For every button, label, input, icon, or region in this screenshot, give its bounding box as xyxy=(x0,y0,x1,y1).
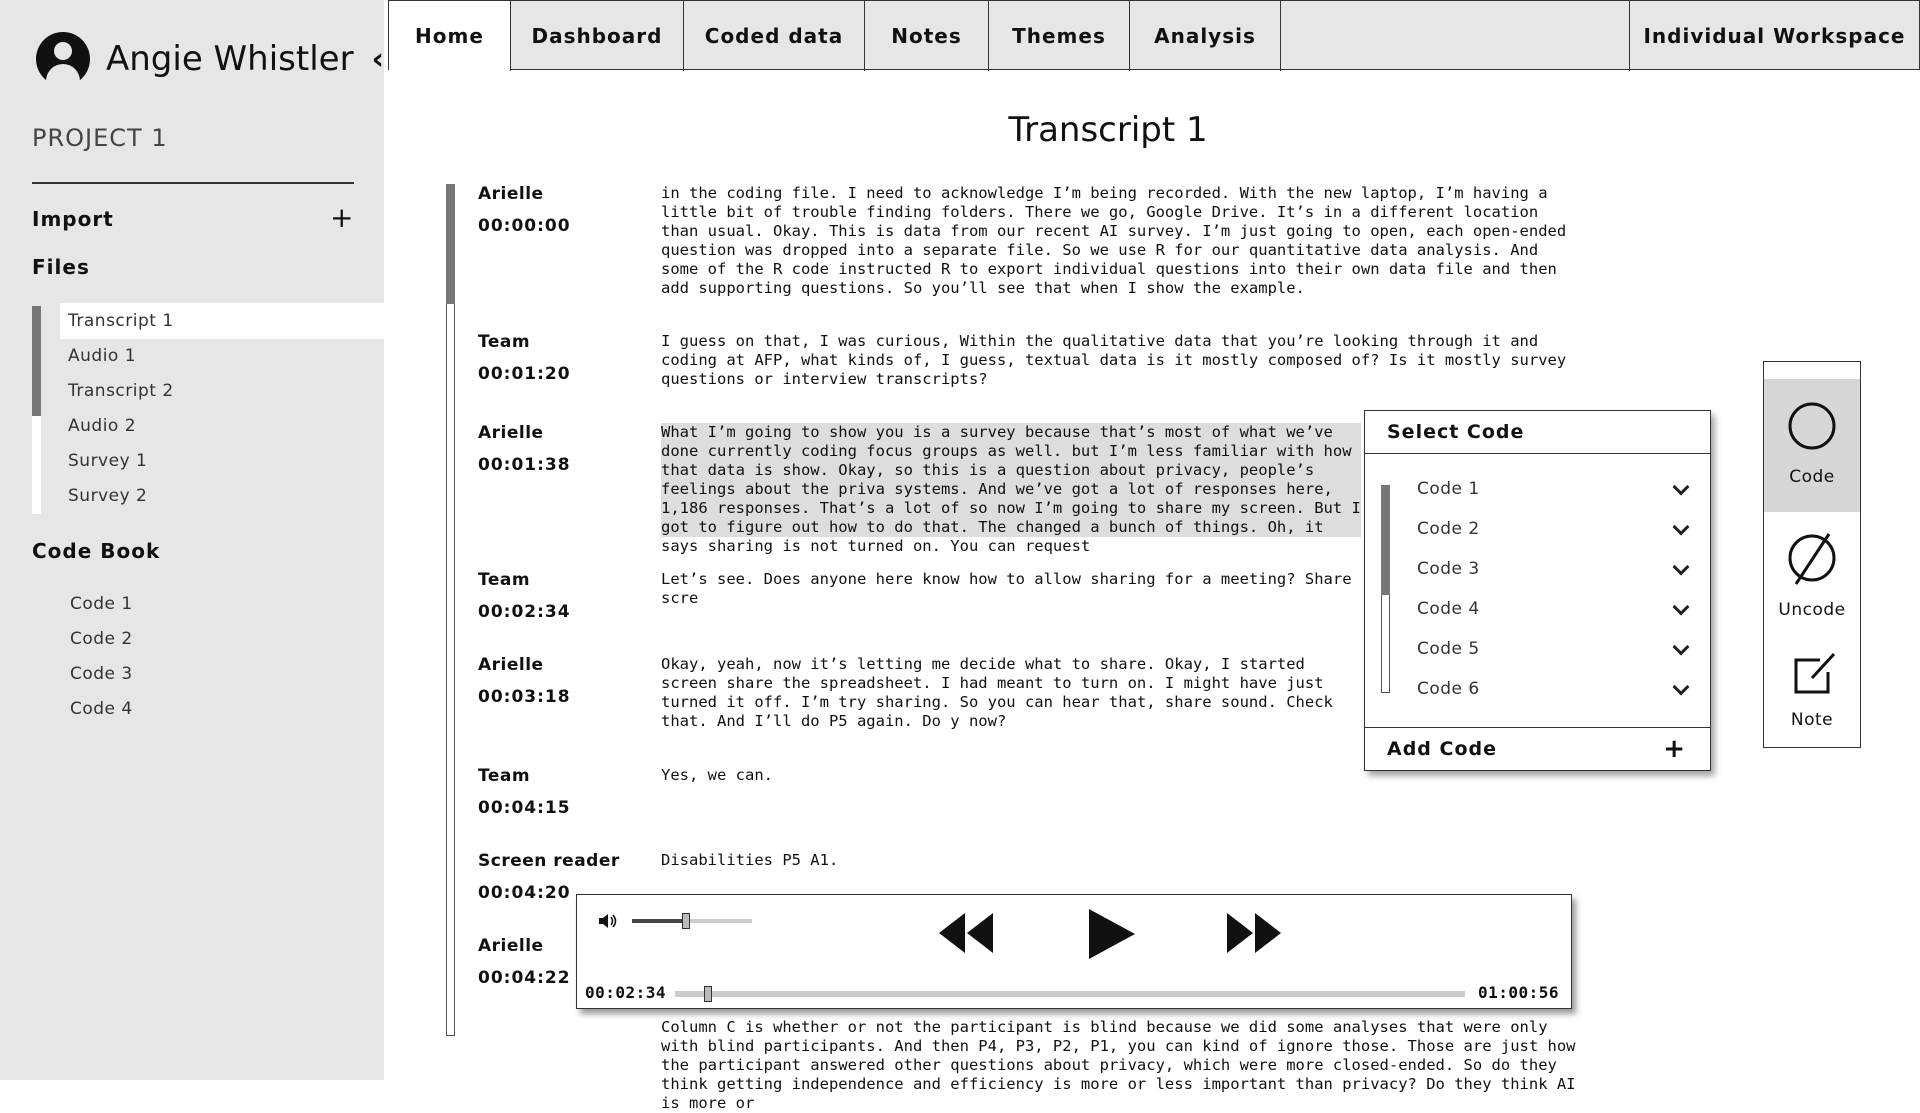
highlighted-utterance-text[interactable]: What I’m going to show you is a survey because that’s most of what we’ve done currently coding focus groups as well. but I’m less familiar with how that data is show. Okay, so this is a question about privacy, people’s feelings about the priva systems. And we’ve got a lot of responses here, 1,186 responses. That’s a lot of so now I’m going to share my screen. But I got to figure out how to do that. The changed a bunch of things. Oh, it says sharing is not turned on. You can request xyxy=(661,423,1361,555)
tab-dashboard[interactable]: Dashboard xyxy=(511,1,684,71)
transcript-entry xyxy=(478,184,1578,304)
file-item-audio-1[interactable]: Audio 1 xyxy=(68,346,137,366)
timestamp[interactable]: 00:01:38 xyxy=(478,455,571,475)
timestamp[interactable]: 00:04:15 xyxy=(478,798,571,818)
add-code-button[interactable] xyxy=(1365,727,1710,770)
chevron-left-icon[interactable]: ‹ xyxy=(371,41,384,77)
speaker-name: Team xyxy=(478,570,531,590)
speaker-name: Arielle xyxy=(478,936,544,956)
utterance-text[interactable]: Disabilities P5 A1. xyxy=(661,851,839,869)
utterance-text[interactable]: Yes, we can. xyxy=(661,766,773,784)
code-option[interactable] xyxy=(1417,639,1697,659)
timestamp[interactable]: 00:04:22 xyxy=(478,968,571,988)
user-header xyxy=(36,32,384,86)
speaker-name: Arielle xyxy=(478,184,544,204)
user-name: Angie Whistler xyxy=(106,39,354,79)
codebook-item[interactable]: Code 4 xyxy=(70,699,133,719)
chevron-down-icon[interactable] xyxy=(1673,599,1690,616)
workspace-button[interactable]: Individual Workspace xyxy=(1629,1,1919,71)
timestamp[interactable]: 00:01:20 xyxy=(478,364,571,384)
timestamp[interactable]: 00:04:20 xyxy=(478,883,571,903)
speaker-name: Arielle xyxy=(478,423,544,443)
chevron-down-icon[interactable] xyxy=(1673,559,1690,576)
code-option[interactable] xyxy=(1417,519,1697,539)
speaker-name: Screen reader xyxy=(478,851,620,871)
chevron-down-icon[interactable] xyxy=(1673,639,1690,656)
volume-level xyxy=(632,919,686,923)
code-list-scrollbar-thumb[interactable] xyxy=(1381,485,1390,595)
utterance-text[interactable]: Let’s see. Does anyone here know how to allow sharing for a meeting? Share scre xyxy=(661,570,1352,607)
tab-notes[interactable]: Notes xyxy=(865,1,989,71)
codebook-item[interactable]: Code 1 xyxy=(70,594,133,614)
code-button[interactable] xyxy=(1764,379,1860,512)
progress-bar[interactable] xyxy=(675,991,1465,997)
utterance-text[interactable]: Okay, yeah, now it’s letting me decide what to share. Okay, I started screen share the spreadsheet. I had meant to turn on. I might have just turned it off. I’m try sharing. So you can hear that, share sound. Check that. And I’ll do P5 again. Do y now? xyxy=(661,655,1333,730)
file-item-transcript-2[interactable]: Transcript 2 xyxy=(68,381,174,401)
code-option-label: Code 5 xyxy=(1417,639,1480,659)
speaker-name: Team xyxy=(478,332,531,352)
sidebar xyxy=(0,0,384,1080)
utterance-text[interactable]: I guess on that, I was curious, Within the qualitative data that you’re looking through it and coding at AFP, what kinds of, I guess, textual data is it mostly composed of? Is it mostly survey questions or interview transcripts? xyxy=(661,332,1567,388)
chevron-down-icon[interactable] xyxy=(1673,519,1690,536)
divider xyxy=(32,182,354,184)
code-button-label: Code xyxy=(1789,467,1835,487)
volume-icon[interactable] xyxy=(597,911,621,931)
code-option-label: Code 2 xyxy=(1417,519,1480,539)
code-option-label: Code 4 xyxy=(1417,599,1480,619)
volume-slider-handle[interactable] xyxy=(682,913,690,929)
codebook-label: Code Book xyxy=(32,539,161,563)
codebook-item[interactable]: Code 2 xyxy=(70,629,133,649)
files-scrollbar-thumb[interactable] xyxy=(32,306,41,416)
note-button-label: Note xyxy=(1790,710,1834,730)
play-icon[interactable] xyxy=(1085,907,1137,961)
add-code-label: Add Code xyxy=(1387,738,1498,760)
utterance-text[interactable]: in the coding file. I need to acknowledge I’m being recorded. With the new laptop, I’m having a little bit of trouble finding folders. There we go, Google Drive. It’s in a different location than usual. Okay. This is data from our recent AI survey. I’m just going to open, each open-ended question was dropped into a separate file. So we use R for our quantitative data analysis. And some of the R code instructed R to export individual questions into their own data file and then add supporting questions. So you’ll see that when I show the example. xyxy=(661,184,1567,297)
plus-icon[interactable]: + xyxy=(330,201,354,234)
uncode-button-label: Uncode xyxy=(1778,600,1846,620)
tab-coded-data[interactable]: Coded data xyxy=(684,1,865,71)
tab-home[interactable]: Home xyxy=(389,1,511,71)
utterance-text[interactable]: Column C is whether or not the participant is blind because we did some analyses that were only with blind participants. And then P4, P3, P2, P1, you can kind of ignore those. Those are just how the participant answered other questions about privacy, which were more closed-ended. So do they think getting independence and efficiency is more or less important than privacy? Do they think AI is more or xyxy=(661,1018,1576,1112)
transcript-scrollbar[interactable] xyxy=(446,184,455,1036)
project-title: PROJECT 1 xyxy=(32,124,168,152)
select-code-title: Select Code xyxy=(1365,411,1710,454)
transcript-entry xyxy=(478,766,1578,816)
tab-themes[interactable]: Themes xyxy=(989,1,1130,71)
code-option-label: Code 1 xyxy=(1417,479,1480,499)
progress-handle[interactable] xyxy=(704,986,712,1002)
transcript-scrollbar-thumb[interactable] xyxy=(446,184,455,304)
file-item-survey-2[interactable]: Survey 2 xyxy=(68,486,148,506)
speaker-name: Arielle xyxy=(478,655,544,675)
avatar[interactable] xyxy=(36,32,90,86)
tab-analysis[interactable]: Analysis xyxy=(1130,1,1281,71)
page-title: Transcript 1 xyxy=(1008,110,1208,150)
top-nav xyxy=(388,0,1920,70)
code-option-label: Code 6 xyxy=(1417,679,1480,699)
audio-player xyxy=(576,894,1572,1009)
code-option[interactable] xyxy=(1417,599,1697,619)
files-label: Files xyxy=(32,255,90,279)
rewind-icon[interactable] xyxy=(937,910,997,956)
speaker-name: Team xyxy=(478,766,531,786)
select-code-popup xyxy=(1364,410,1711,771)
action-panel xyxy=(1763,361,1861,748)
transcript-entry xyxy=(478,332,1578,412)
code-option[interactable] xyxy=(1417,559,1697,579)
current-time: 00:02:34 xyxy=(585,983,667,1002)
file-item-transcript-1[interactable]: Transcript 1 xyxy=(60,303,384,339)
codebook-item[interactable]: Code 3 xyxy=(70,664,133,684)
fast-forward-icon[interactable] xyxy=(1225,910,1285,956)
code-option[interactable] xyxy=(1417,479,1697,499)
file-item-survey-1[interactable]: Survey 1 xyxy=(68,451,148,471)
chevron-down-icon[interactable] xyxy=(1673,679,1690,696)
circle-icon xyxy=(1764,379,1860,512)
total-duration: 01:00:56 xyxy=(1477,983,1559,1002)
timestamp[interactable]: 00:00:00 xyxy=(478,216,571,236)
chevron-down-icon[interactable] xyxy=(1673,479,1690,496)
code-option-label: Code 3 xyxy=(1417,559,1480,579)
file-item-audio-2[interactable]: Audio 2 xyxy=(68,416,137,436)
code-option[interactable] xyxy=(1417,679,1697,699)
timestamp[interactable]: 00:02:34 xyxy=(478,602,571,622)
import-label[interactable]: Import xyxy=(32,207,114,231)
plus-icon[interactable]: + xyxy=(1663,734,1686,764)
timestamp[interactable]: 00:03:18 xyxy=(478,687,571,707)
